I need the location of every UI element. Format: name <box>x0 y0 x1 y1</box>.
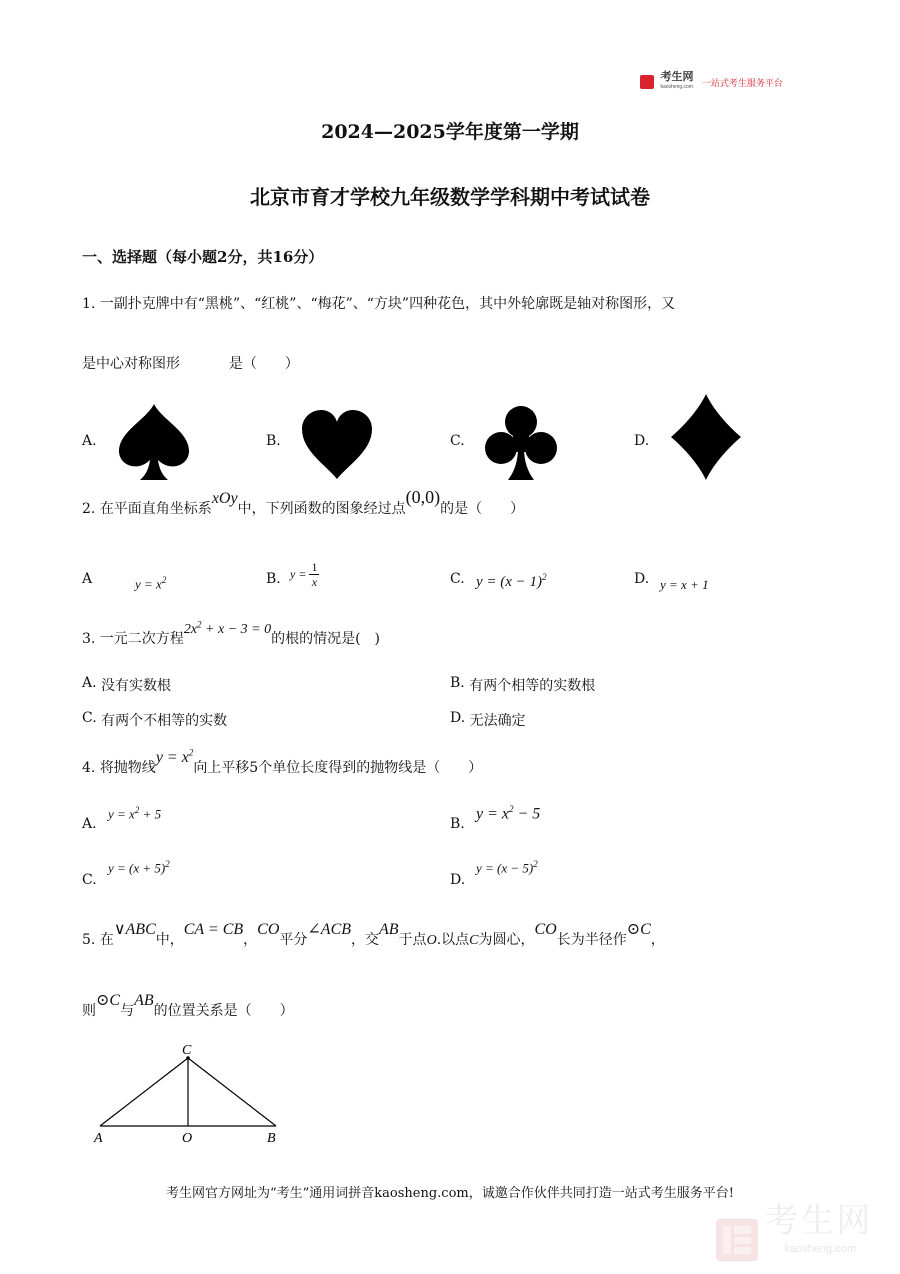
q4-option-a-post: + 5 <box>139 806 162 822</box>
q4-option-d <box>476 859 538 876</box>
q5-eq1: CA = CB <box>183 921 244 938</box>
q3-text-a: 一元二次方程 <box>99 631 184 647</box>
watermark-name: 考生网 <box>764 1202 873 1240</box>
logo-domain: kaosheng.com <box>660 84 693 90</box>
exam-term-title: 2024—2025学年度第一学期 <box>321 121 579 143</box>
label-b: B <box>267 1131 276 1146</box>
q3-number: 3. <box>82 631 96 647</box>
q5-number: 5. <box>82 932 96 948</box>
q4-text-b: 向上平移5个单位长度得到的抛物线是（ ） <box>193 760 483 776</box>
segment-bc <box>188 1058 276 1126</box>
q3-option-a-text: 没有实数根 <box>101 678 172 694</box>
segment-ac <box>100 1058 188 1126</box>
q5-t5: ，交 <box>351 932 380 948</box>
logo-slogan: 一站式考生服务平台 <box>701 77 783 88</box>
q4-number: 4. <box>82 760 96 776</box>
q5-t9: 长为半径作 <box>556 932 627 948</box>
q4-option-a-pre: y = x <box>108 806 135 822</box>
q2-option-c-label: C. <box>450 571 465 587</box>
watermark-domain: kaosheng.com <box>784 1243 856 1255</box>
q5-t10: 则 <box>82 1003 96 1019</box>
q5-c: C <box>469 933 479 948</box>
q5-t7: .以点 <box>436 932 470 948</box>
diamond-icon <box>669 393 743 481</box>
q3-option-a-label: A. <box>82 675 97 691</box>
q1-option-a-label: A. <box>82 433 97 449</box>
q5-t4: 平分 <box>279 932 308 948</box>
q2-option-b-label: B. <box>266 571 281 587</box>
watermark-logo-icon <box>714 1217 760 1263</box>
q4-line <box>82 747 483 777</box>
q3-equation <box>183 619 272 637</box>
q1-option-b-label: B. <box>266 433 281 449</box>
q2-text-c: 的是（ ） <box>440 501 525 517</box>
q3-eq-a: 2x <box>183 622 198 637</box>
q2-point: (0,0) <box>405 487 441 507</box>
q5-t1: 在 <box>99 932 114 948</box>
q5-comma: ， <box>650 932 665 948</box>
q1-option-d-label: D. <box>634 433 650 449</box>
q5-co-2: CO <box>534 921 557 938</box>
q5-t11: 与 <box>120 1003 135 1019</box>
q2-option-b-lhs: y = <box>290 567 307 581</box>
q1-line1 <box>82 293 675 313</box>
exam-title: 北京市育才学校九年级数学学科期中考试试卷 <box>250 185 650 209</box>
q4-option-b-exp: 2 <box>509 804 514 814</box>
q2-option-d: y = x + 1 <box>660 577 709 592</box>
logo-mark-icon <box>640 75 654 89</box>
q3-option-d-text: 无法确定 <box>469 713 526 729</box>
q5-ab-2: AB <box>134 992 154 1009</box>
q3-option-b-text: 有两个相等的实数根 <box>469 678 596 694</box>
q5-triangle: ∨ABC <box>113 921 156 938</box>
q4-option-c-label: C. <box>82 872 97 888</box>
triangle-figure <box>90 1038 290 1148</box>
q2-option-a-exp: 2 <box>161 575 167 585</box>
q4-option-a <box>108 805 161 822</box>
q5-line2 <box>82 992 294 1020</box>
q4-option-a-exp: 2 <box>134 805 140 815</box>
label-o: O <box>182 1131 193 1146</box>
q3-eq-b: + x − 3 = 0 <box>201 622 272 637</box>
q1-text-c: 是（ ） <box>228 356 299 372</box>
q2-system: xOy <box>211 490 238 507</box>
q2-option-d-label: D. <box>634 571 650 587</box>
q1-text-a: 一副扑克牌中有“黑桃”、“红桃”、“梅花”、“方块”四种花色，其中外轮廓既是轴对称图形，又 <box>99 296 676 312</box>
q4-text-a: 将抛物线 <box>99 760 156 776</box>
q2-option-c-expr: y = (x − 1) <box>476 574 543 590</box>
q5-angle: ∠ACB <box>307 921 352 938</box>
q2-option-b-den: x <box>311 575 318 589</box>
club-icon <box>483 404 559 482</box>
q4-parabola <box>156 749 194 766</box>
q5-circle-2: ⊙C <box>96 992 121 1009</box>
q4-option-b-pre: y = x <box>476 805 509 823</box>
q2-option-b-num: 1 <box>311 560 318 574</box>
q5-o: O <box>426 933 437 948</box>
q1-option-c-label: C. <box>450 433 465 449</box>
q2-text-b: 中，下列函数的图象经过点 <box>237 501 406 517</box>
q3-option-c-label: C. <box>82 710 97 726</box>
q2-number: 2. <box>82 501 96 517</box>
q3-option-c <box>82 710 227 730</box>
q5-t3: ， <box>243 932 258 948</box>
q4-option-b-post: − 5 <box>513 805 541 823</box>
q5-t6: 于点 <box>398 932 427 948</box>
q4-option-a-label: A. <box>82 816 97 832</box>
q5-co: CO <box>257 921 280 938</box>
label-a: A <box>94 1131 103 1146</box>
q5-t12: 的位置关系是（ ） <box>153 1003 294 1019</box>
q2-option-b <box>290 560 319 589</box>
q3-option-c-text: 有两个不相等的实数 <box>101 713 228 729</box>
q2-option-c-exp: 2 <box>542 572 547 582</box>
q5-circle: ⊙C <box>626 921 651 938</box>
heart-icon <box>300 409 374 481</box>
q4-option-b-label: B. <box>450 816 465 832</box>
q5-ab: AB <box>379 921 399 938</box>
q4-option-d-pre: y = (x − 5) <box>476 860 534 876</box>
q4-option-c <box>108 859 170 876</box>
header-logo <box>640 72 783 92</box>
watermark <box>714 1202 873 1274</box>
label-c: C <box>182 1043 192 1058</box>
q4-option-c-pre: y = (x + 5) <box>108 860 166 876</box>
q2-option-a-expr: y = x <box>135 576 162 592</box>
q1-number: 1. <box>82 296 96 312</box>
q5-t2: 中， <box>155 932 184 948</box>
q3-line <box>82 619 381 648</box>
q2-line <box>82 487 525 518</box>
q3-option-d <box>450 710 526 730</box>
q1-text-b: 是中心对称图形 <box>82 356 180 372</box>
q2-option-a <box>135 575 166 592</box>
q2-text-a: 在平面直角坐标系 <box>99 501 212 517</box>
spade-icon <box>116 402 192 482</box>
q4-option-c-exp: 2 <box>165 859 170 869</box>
q4-parabola-exp: 2 <box>188 747 194 758</box>
q3-option-b-label: B. <box>450 675 465 691</box>
q3-eq-exp: 2 <box>197 619 202 630</box>
q4-option-d-label: D. <box>450 872 466 888</box>
section-heading: 一、选择题（每小题2分，共16分） <box>82 248 324 266</box>
q4-option-d-exp: 2 <box>533 859 538 869</box>
q3-option-b <box>450 675 595 695</box>
q2-option-a-label: A <box>82 571 93 587</box>
q3-option-a <box>82 675 171 695</box>
q4-parabola-expr: y = x <box>155 749 189 766</box>
footer-text: 考生网官方网址为“考生”通用词拼音kaosheng.com，诚邀合作伙伴共同打造一站式考生服务平台! <box>166 1186 734 1201</box>
q5-line1 <box>82 921 665 949</box>
q3-text-b: 的根的情况是( ) <box>271 631 381 647</box>
q2-option-c <box>476 572 547 591</box>
q5-t8: 为圆心， <box>478 932 535 948</box>
logo-name: 考生网 <box>660 71 694 83</box>
q4-option-b <box>476 804 540 823</box>
q3-option-d-label: D. <box>450 710 466 726</box>
q1-line2 <box>82 353 299 373</box>
